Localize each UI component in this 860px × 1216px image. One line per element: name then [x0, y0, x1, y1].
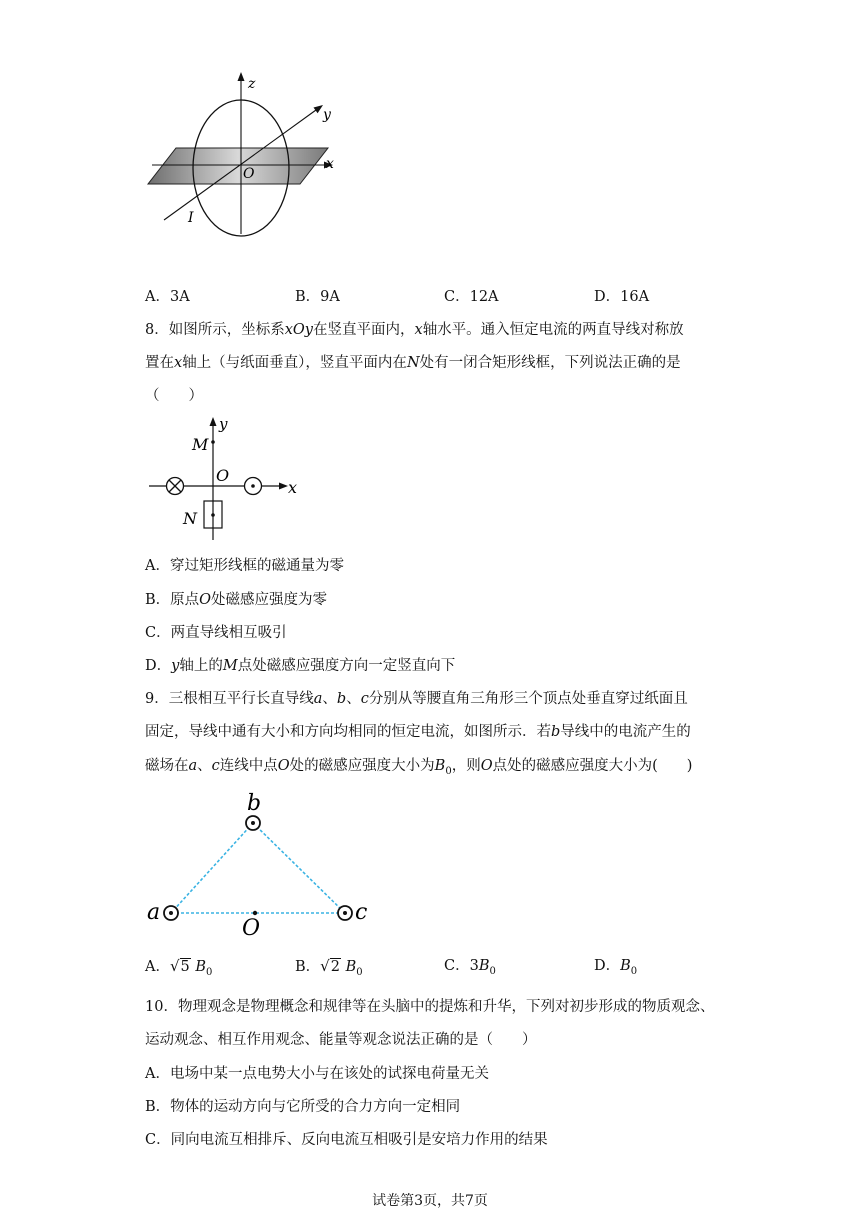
q8-label-y: y — [219, 415, 228, 433]
q9-label-o: O — [242, 916, 261, 940]
page-footer: 试卷第3页，共7页 — [372, 1193, 488, 1209]
q7-label-x: x — [326, 156, 334, 172]
q9-stem-line-2: 固定，导线中通有大小和方向均相同的恒定电流，如图所示．若b导线中的电流产生的 — [145, 724, 691, 740]
q8-label-n: N — [183, 509, 197, 528]
q7-option-b[interactable]: B．9A — [295, 289, 340, 305]
q7-option-a[interactable]: A．3A — [145, 289, 190, 305]
q9-label-c: c — [355, 900, 368, 925]
q8-label-m: M — [192, 435, 209, 454]
q8-label-x: x — [288, 478, 298, 497]
q8-stem-line-1: 8．如图所示，坐标系xOy在竖直平面内，x轴水平。通入恒定电流的两直导线对称放 — [145, 322, 684, 338]
q8-option-b[interactable]: B．原点O处磁感应强度为零 — [145, 592, 328, 608]
q9-stem-line-3: 磁场在a、c连线中点O处的磁感应强度大小为$B_0$，则O点处的磁感应强度大小为( ) — [145, 758, 693, 777]
q8-option-c[interactable]: C．两直导线相互吸引 — [145, 625, 287, 641]
q7-option-d[interactable]: D．16A — [594, 289, 650, 305]
q7-label-o: O — [243, 166, 255, 182]
q10-option-a[interactable]: A．电场中某一点电势大小与在该处的试探电荷量无关 — [145, 1066, 489, 1082]
q10-option-c[interactable]: C．同向电流互相排斥、反向电流互相吸引是安培力作用的结果 — [145, 1132, 548, 1148]
q8-option-d[interactable]: D．y轴上的M点处磁感应强度方向一定竖直向下 — [145, 658, 456, 674]
q9-point-o — [253, 911, 257, 915]
q8-figure — [145, 412, 315, 542]
q7-label-i: I — [188, 210, 194, 226]
q7-figure — [140, 68, 350, 240]
q9-stem-line-1: 9．三根相互平行长直导线a、b、c分别从等腰直角三角形三个顶点处垂直穿过纸面且 — [145, 691, 688, 707]
sqrt-sign-icon: √ — [320, 957, 330, 975]
q10-stem-line-2: 运动观念、相互作用观念、能量等观念说法正确的是（ ） — [145, 1032, 537, 1048]
q9-option-a[interactable]: A．√5 $B_0$ — [145, 957, 213, 978]
q7-label-z: z — [248, 76, 256, 92]
sqrt-sign-icon: √ — [169, 957, 180, 975]
q10-stem-line-1: 10．物理观念是物理概念和规律等在头脑中的提炼和升华，下列对初步形成的物质观念、 — [145, 999, 715, 1015]
q8-stem-line-3: （ ） — [145, 388, 203, 404]
q8-option-a[interactable]: A．穿过矩形线框的磁通量为零 — [145, 558, 344, 574]
q9-label-b: b — [247, 791, 262, 816]
q9-option-c[interactable]: C．$3B_0$ — [444, 958, 496, 977]
q9-option-b[interactable]: B．√2 $B_0$ — [295, 957, 363, 978]
q8-label-o: O — [216, 466, 230, 485]
q7-label-y: y — [323, 107, 331, 123]
q9-label-a: a — [147, 900, 161, 925]
q8-stem-line-2: 置在x轴上（与纸面垂直），竖直平面内在N处有一闭合矩形线框，下列说法正确的是 — [145, 355, 681, 371]
q7-option-c[interactable]: C．12A — [444, 289, 499, 305]
q10-option-b[interactable]: B．物体的运动方向与它所受的合力方向一定相同 — [145, 1099, 461, 1115]
q9-option-d[interactable]: D．$B_0$ — [594, 958, 638, 977]
q9-figure — [145, 790, 385, 940]
